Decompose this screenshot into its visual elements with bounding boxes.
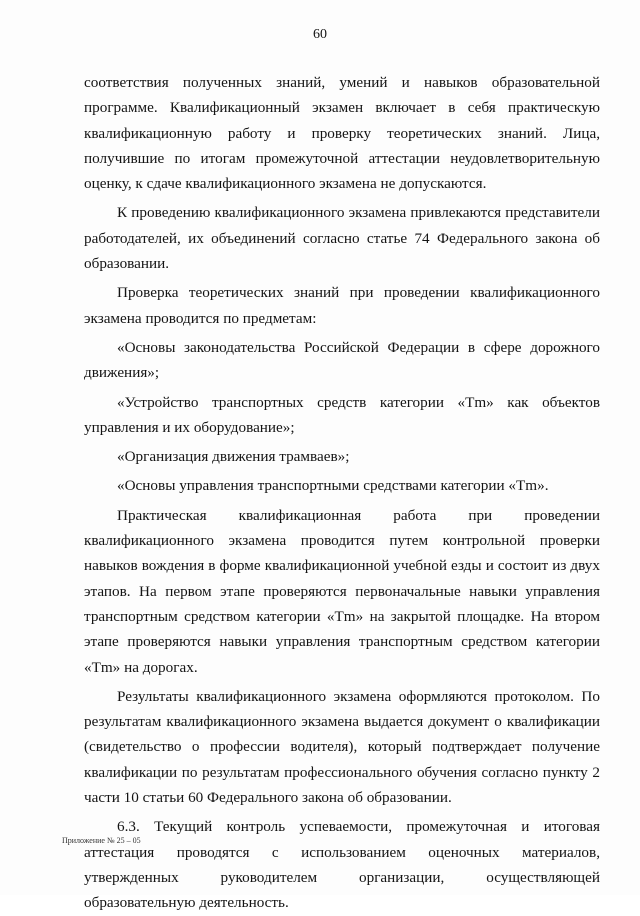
subject-item-vehicle-design: «Устройство транспортных средств категории «Tm» как объектов управления и их оборудование»;	[84, 393, 600, 436]
paragraph-section-6-3: 6.3. Текущий контроль успеваемости, промежуточная и итоговая аттестация проводятся с использованием оценочных материалов, утвержденных руководителем организации, осуществляющей образовательную деятельность.	[84, 818, 600, 912]
subject-item-legislation: «Основы законодательства Российской Федерации в сфере дорожного движения»;	[84, 338, 600, 382]
footer-annex-label: Приложение № 25 – 05	[62, 836, 141, 845]
subject-item-tram-traffic: «Организация движения трамваев»;	[117, 448, 350, 466]
paragraph-employer-representatives: К проведению квалификационного экзамена привлекаются представители работодателей, их объединений согласно статье 74 Федерального закона об образовании.	[84, 204, 600, 273]
page-number: 60	[313, 27, 327, 42]
paragraph-exam-results: Результаты квалификационного экзамена оформляются протоколом. По результатам квалификационного экзамена выдается документ о квалификации (свидетельство о профессии водителя), который подтверждает получение квалификации по результатам профессионального обучения согласно пункту 2 части 10 статьи 60 Федерального закона об образовании.	[84, 687, 600, 807]
subject-item-vehicle-control: «Основы управления транспортными средствами категории «Tm».	[117, 477, 549, 495]
document-body	[84, 70, 600, 916]
paragraph-practical-work: Практическая квалификационная работа при проведении квалификационного экзамена проводится путем контрольной проверки навыков вождения в форме квалификационной учебной езды и состоит из двух этапов. На первом этапе проверяются первоначальные навыки управления транспортным средством категории «Tm» на закрытой площадке. На втором этапе проверяются навыки управления транспортным средством категории «Tm» на дорогах.	[84, 506, 600, 676]
paragraph-theory-subjects-intro: Проверка теоретических знаний при проведении квалификационного экзамена проводится по предметам:	[84, 284, 600, 327]
paragraph-exam-requirements: соответствия полученных знаний, умений и навыков образовательной программе. Квалификационный экзамен включает в себя практическую квалификационную работу и проверку теоретических знаний. Лица, получившие по итогам промежуточной аттестации неудовлетворительную оценку, к сдаче квалификационного экзамена не допускаются.	[84, 74, 600, 193]
